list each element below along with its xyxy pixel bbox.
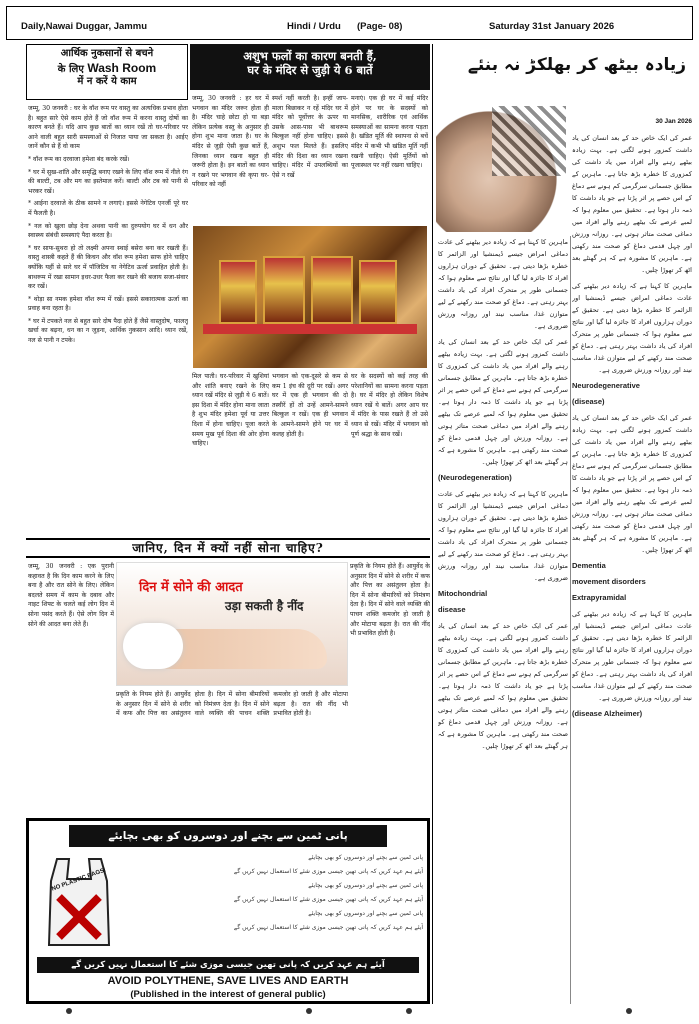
article-2-col1: जम्मू, 30 जनवरी : हर घर में भगवान का मंदिर जरूर होता ही है। मंदिर चाहे छोटा हो या बड़ा लेकिन प्रत्येक वस्तु के अनुसार ही होना शुभ माना जाता है। घर के मंदिर से जुड़ी ऐसी कुछ बातें हैं, जिनका ध्यान रखना बहुत ही जरूरी होता है। इन बातों का ध्यान न रखने पर भगवान की कृपा घर-परिवार को नहीं <box>192 95 269 189</box>
article-1-para: * घर साफ-सुथरा हो तो लक्ष्मी अपना स्थाई बसेरा बना कर रखती हैं। वास्तु शास्त्री कहते हैं की किचन और वॉश रूम हमेशा साफ होने चाहिए क्योंकि यहीं से सारे घर में पॉजिटिव या नेगेटिव ऊर्जा प्रवाहित होती है। बाथरूम में रखा सामान इधर-उधर फैला कर रखने की बजाय सजा-संवार कर रखें। <box>28 244 188 291</box>
urdu-paragraph: ماہرین کا کہنا ہے کہ زیادہ دیر بیٹھنے کی عادت دماغی امراض جیسے ڈیمنشیا اور الزائمر کا خطرہ بڑھا دیتی ہے۔ تحقیق کے دوران ہزاروں افراد کا جائزہ لیا گیا اور نتائج سے معلوم ہوا کہ جسمانی طور پر متحرک افراد کی یاد داشت بہتر رہتی ہے۔ دماغ کو صحت مند رکھنے کے لیے متوازن غذا، مناسب نیند اور روزانہ ورزش ضروری ہے۔ <box>572 282 692 374</box>
article-3-col4: प्रकृति के नियम होते हैं। आयुर्वेद के अनुसार दिन में सोने से शरीर में कफ और पित्त का असंतुलन होता है। दिन में सोना बीमारियों को निमंत्रण देता है। दिन में सोने वाले व्यक्ति की पाचन शक्ति कमजोर हो जाती है और मोटापा बढ़ता है। रात की नींद भी प्रभावित होती है। <box>350 563 430 638</box>
temple-shelf <box>203 324 417 334</box>
pillow-shape <box>123 623 183 669</box>
urdu-col-left <box>438 236 568 1002</box>
deity-frame-3 <box>311 256 353 324</box>
language-label: Hindi / Urdu <box>287 21 341 32</box>
article-3-headline-box <box>26 538 430 558</box>
article-2-col2: स्पर्श नहीं करती है। इन्हीं जाप-माला बिछाकर न रहें मंदिर घर में मंदिर को पूर्वोत्तर के ऊपर या उसके आस-पास भी बाथरूम बिल्कुल नहीं होना चाहिए। इससे अशुभ फल मिलते हैं। इसलिए मंदिर की दिशा का ध्यान रखना चाहिए। मंदिर में उपलब्धियों का ऐसे न रखें <box>272 95 348 179</box>
article-3-lower-body: प्रकृति के नियम होते हैं। आयुर्वेद के अनुसार दिन में सोने से शरीर में कफ और पित्त का असंतुलन होता है। दिन में सोना बीमारियों को निमंत्रण देता है। दिन में सोने वाले व्यक्ति की पाचन शक्ति कमजोर हो जाती है और मोटापा बढ़ता है। रात की नींद भी प्रभावित होती है। <box>116 691 348 718</box>
sleep-image-caption-1: दिन में सोने की आदत <box>139 580 243 595</box>
urdu-term: Mitochondrial <box>438 589 488 598</box>
article-2-headline-line1: अशुभ फलों का कारण बनती हैं, <box>243 49 377 63</box>
urdu-term: Dementia <box>572 561 606 570</box>
urdu-paragraph: عمر کی ایک خاص حد کے بعد انسان کی یاد داشت کمزور ہونے لگتی ہے۔ بہت زیادہ بیٹھے رہنے والے افراد میں یاد داشت کی کمزوری کا خطرہ بڑھ جاتا ہے۔ ماہرین کے مطابق جسمانی سرگرمی کم ہونے سے دماغ کے اس حصے پر اثر پڑتا ہے جو یاد داشت کا ذمہ دار ہوتا ہے۔ تحقیق میں معلوم ہوا کہ لمبے عرصے تک بیٹھے رہنے والے افراد میں دماغی صحت متاثر ہوتی ہے۔ روزانہ ورزش اور چہل قدمی دماغ کو صحت مند رکھتی ہے۔ ماہرین کا مشورہ ہے کہ ہر گھنٹے بعد اٹھ کر تھوڑا چلیں۔ <box>572 134 692 274</box>
urdu-term: (Neurodegeneration) <box>438 473 512 482</box>
article-1-headline-line1: आर्थिक नुकसानों से बचने <box>60 48 154 59</box>
article-3-col1: जम्मू, 30 जनवरी : एक पुरानी कहावत है कि दिन काम करने के लिए बना है और रात सोने के लिए। लेकिन बदलते समय में काम के दबाव और नाइट शिफ्ट के चलते कई लोग दिन में सोना पसंद करते हैं। ऐसे लोग दिन में सोने की आदत बना लेते हैं। <box>28 563 114 628</box>
article-1-para: जम्मू, 30 जनवरी : घर के वॉश रूम पर वास्तु का अत्यधिक प्रभाव होता है। बहुत सारे ऐसे काम होते हैं जो वॉश रूम में करना वास्तु दोषों का कारण बनते हैं। यदि आप कुछ बातों का ध्यान रखें तो घर-परिवार पर आने वाली बहुत सारी समस्याओं से निजात पाया जा सकता है। आईए जानें कौन से हैं वो काम <box>28 105 188 151</box>
plastic-bag-label: NO PLASTIC BAGS! <box>51 867 107 893</box>
urdu-paragraph: عمر کی ایک خاص حد کے بعد انسان کی یاد داشت کمزور ہونے لگتی ہے۔ بہت زیادہ بیٹھے رہنے والے افراد میں یاد داشت کی کمزوری کا خطرہ بڑھ جاتا ہے۔ ماہرین کے مطابق جسمانی سرگرمی کم ہونے سے دماغ کے اس حصے پر اثر پڑتا ہے جو یاد داشت کا ذمہ دار ہوتا ہے۔ تحقیق میں معلوم ہوا کہ لمبے عرصے تک بیٹھے رہنے والے افراد میں دماغی صحت متاثر ہوتی ہے۔ روزانہ ورزش اور چہل قدمی دماغ کو صحت مند رکھتی ہے۔ ماہرین کا مشورہ ہے کہ ہر گھنٹے بعد اٹھ کر تھوڑا چلیں۔ <box>438 338 568 466</box>
article-1-para: * घर में सुख-शांति और समृद्धि बनाए रखने के लिए वॉश रूम में नीले रंग की बाल्टी, टब और मग का इस्तेमाल करें। बाल्टी और टब को पानी से भरकर रखें। <box>28 168 188 195</box>
ad-urdu-body-line: آیئے ہم عہد کریں کہ پانی تھین جیسی موزی شئے کا استعمال نہیں کریں گے <box>233 924 423 931</box>
article-1-headline-brand: Wash Room <box>87 60 157 75</box>
article-2-headline-line2: घर के मंदिर से जुड़ी ये 6 बातें <box>247 63 373 78</box>
temple-photo <box>193 226 427 368</box>
registration-strip <box>6 1006 693 1016</box>
article-1-body <box>28 104 188 534</box>
ad-urdu-body-line: آیئے ہم عہد کریں کہ پانی تھین جیسی موزی شئے کا استعمال نہیں کریں گے <box>233 896 423 903</box>
deity-frame-2 <box>263 256 305 324</box>
plastic-bag-icon <box>37 851 121 951</box>
page-number: (Page- 08) <box>357 21 403 32</box>
deity-frame-4 <box>359 260 397 324</box>
urdu-term: Neurodegenerative <box>572 381 640 390</box>
sleep-image <box>116 562 348 686</box>
forgetful-man-image <box>436 100 568 232</box>
ad-urdu-body <box>129 853 423 949</box>
issue-date: Saturday 31st January 2026 <box>489 21 615 32</box>
ad-english-line2: (Published in the interest of general public) <box>130 989 326 1000</box>
deity-frame-1 <box>219 260 257 324</box>
urdu-paragraph: ماہرین کا کہنا ہے کہ زیادہ دیر بیٹھنے کی عادت دماغی امراض جیسے ڈیمنشیا اور الزائمر کا خطرہ بڑھا دیتی ہے۔ تحقیق کے دوران ہزاروں افراد کا جائزہ لیا گیا اور نتائج سے معلوم ہوا کہ جسمانی طور پر متحرک افراد کی یاد داشت بہتر رہتی ہے۔ دماغ کو صحت مند رکھنے کے لیے متوازن غذا، مناسب نیند اور روزانہ ورزش ضروری ہے۔ <box>438 490 568 582</box>
article-3-headline: जानिए, दिन में क्यों नहीं सोना चाहिए? <box>132 541 324 555</box>
urdu-headline-box <box>436 44 694 98</box>
urdu-term: (disease) <box>572 397 605 406</box>
column-divider <box>432 44 433 1004</box>
urdu-dateline: 30 Jan 2026 <box>655 118 692 125</box>
ad-urdu-body-line: پانی ٹمین سے بچنے اور دوسروں کو بھی بچایئے <box>308 854 423 861</box>
urdu-term: movement disorders <box>572 577 646 586</box>
paper-name: Daily,Nawai Duggar, Jammu <box>21 21 148 32</box>
urdu-term: Extrapyramidal <box>572 593 627 602</box>
urdu-term: (disease Alzheimer) <box>572 709 643 718</box>
article-2-lower-col3: घर के सदस्यों को कई तरह की परेशानियों का सामना करना पड़ता है। घर में मंदिर हो लेकिन विशेष ध्यान रखें ये बातें। अगर आप घर में मंदिर के पास रखते हैं तो उसे ध्यान से रखें। मंदिर में भगवान को पूर्ण श्रद्धा के साथ रखें। <box>351 373 428 438</box>
article-1-para: * वॉश रूम का दरवाजा हमेशा बंद करके रखें। <box>28 155 130 163</box>
urdu-col-right <box>572 132 692 1002</box>
ad-urdu-body-line: پانی ٹمین سے بچنے اور دوسروں کو بھی بچایئے <box>308 882 423 889</box>
ad-urdu-title: پانی ٹمین سے بچنے اور دوسروں کو بھی بچایئے <box>69 825 387 847</box>
article-1-para: * घर में टपकते नल से बहुत सारे दोष पैदा होते हैं जैसे वास्तुदोष, फालतू खर्चा का बढ़ना, धन का न जुड़ना, आर्थिक नुकसान आदि। ध्यान रखें, नल से पानी न टपके। <box>28 317 188 345</box>
article-1-para: * आईना दरवाजे के ठीक सामने न लगाएं। इससे नेगेटिव एनर्जी पूरे घर में फैलती है। <box>28 200 188 217</box>
ad-urdu-footer: آیئے ہم عہد کریں کہ پانی تھین جیسی موزی شئے کا استعمال نہیں کریں گے <box>37 957 419 973</box>
masthead-bar <box>6 6 693 40</box>
urdu-paragraph: ماہرین کا کہنا ہے کہ زیادہ دیر بیٹھنے کی عادت دماغی امراض جیسے ڈیمنشیا اور الزائمر کا خطرہ بڑھا دیتی ہے۔ تحقیق کے دوران ہزاروں افراد کا جائزہ لیا گیا اور نتائج سے معلوم ہوا کہ جسمانی طور پر متحرک افراد کی یاد داشت بہتر رہتی ہے۔ دماغ کو صحت مند رکھنے کے لیے متوازن غذا، مناسب نیند اور روزانہ ورزش ضروری ہے۔ <box>572 610 692 702</box>
urdu-paragraph: عمر کی ایک خاص حد کے بعد انسان کی یاد داشت کمزور ہونے لگتی ہے۔ بہت زیادہ بیٹھے رہنے والے افراد میں یاد داشت کی کمزوری کا خطرہ بڑھ جاتا ہے۔ ماہرین کے مطابق جسمانی سرگرمی کم ہونے سے دماغ کے اس حصے پر اثر پڑتا ہے جو یاد داشت کا ذمہ دار ہوتا ہے۔ تحقیق میں معلوم ہوا کہ لمبے عرصے تک بیٹھے رہنے والے افراد میں دماغی صحت متاثر ہوتی ہے۔ روزانہ ورزش اور چہل قدمی دماغ کو صحت مند رکھتی ہے۔ ماہرین کا مشورہ ہے کہ ہر گھنٹے بعد اٹھ کر تھوڑا چلیں۔ <box>572 414 692 554</box>
article-1-para: * नल को खुला छोड़ देना अथवा पानी का दुरुपयोग घर में धन और स्वास्थ्य संबंधी समस्याएं पैदा करता है। <box>28 222 188 240</box>
article-1-headline-box <box>26 44 188 100</box>
puzzle-pieces-graphic <box>492 106 566 176</box>
article-1-headline-line2: के लिए <box>57 63 84 75</box>
public-interest-ad <box>26 818 430 1004</box>
article-2-lower-col2: भगवान को एक-दूसरे से कम से कम 1 इंच की दूरी पर रखें। अगर घर में एक ही भगवान की दो तस्वीरें हों तो उन्हें आमने-सामने बिल्कुल न रखें। एक ही भगवान के आमने-सामने होने पर घर में कलह होती है। <box>272 373 348 438</box>
ad-urdu-body-line: آیئے ہم عہد کریں کہ پانی تھین جیسی موزی شئے کا استعمال نہیں کریں گے <box>233 868 423 875</box>
urdu-headline: زیادہ بیٹھ کر بھلکڑ نہ بنئے <box>467 55 686 75</box>
ad-urdu-body-line: پانی ٹمین سے بچنے اور دوسروں کو بھی بچایئے <box>308 910 423 917</box>
article-1-headline-line3: में न करें ये काम <box>77 76 137 87</box>
ad-english-line1: AVOID POLYTHENE, SAVE LIVES AND EARTH <box>107 975 349 987</box>
urdu-paragraph: عمر کی ایک خاص حد کے بعد انسان کی یاد داشت کمزور ہونے لگتی ہے۔ بہت زیادہ بیٹھے رہنے والے افراد میں یاد داشت کی کمزوری کا خطرہ بڑھ جاتا ہے۔ ماہرین کے مطابق جسمانی سرگرمی کم ہونے سے دماغ کے اس حصے پر اثر پڑتا ہے جو یاد داشت کا ذمہ دار ہوتا ہے۔ تحقیق میں معلوم ہوا کہ لمبے عرصے تک بیٹھے رہنے والے افراد میں دماغی صحت متاثر ہوتی ہے۔ روزانہ ورزش اور چہل قدمی دماغ کو صحت مند رکھتی ہے۔ ماہرین کا مشورہ ہے کہ ہر گھنٹے بعد اٹھ کر تھوڑا چلیں۔ <box>438 622 568 750</box>
article-2-lower-col1: मिल पाती। घर-परिवार में खुशियां और शांति बनाए रखने के लिए ध्यान रखें मंदिर से जुड़ी ये 6 बातें। इस दिशा में मंदिर होना माना जाता है शुभ मंदिर हमेशा पूर्व या उत्तर दिशा में होना चाहिए। पूजा करते समय मुख पूर्व दिशा की ओर होना चाहिए। <box>192 373 269 448</box>
article-1-para: * थोड़ा सा नमक हमेशा वॉश रूम में रखें। इससे सकारात्मक ऊर्जा का प्रवाह बना रहता है। <box>28 295 188 313</box>
urdu-paragraph: ماہرین کا کہنا ہے کہ زیادہ دیر بیٹھنے کی عادت دماغی امراض جیسے ڈیمنشیا اور الزائمر کا خطرہ بڑھا دیتی ہے۔ تحقیق کے دوران ہزاروں افراد کا جائزہ لیا گیا اور نتائج سے معلوم ہوا کہ جسمانی طور پر متحرک افراد کی یاد داشت بہتر رہتی ہے۔ دماغ کو صحت مند رکھنے کے لیے متوازن غذا، مناسب نیند اور روزانہ ورزش ضروری ہے۔ <box>438 238 568 330</box>
urdu-term: disease <box>438 605 466 614</box>
article-2-col3: मनाएं। एक ही घर में कई मंदिर होने पर घर के सदस्यों को मानसिक, शारीरिक एवं आर्थिक समस्याओं का सामना करना पड़ता है। खंडित मूर्ति की स्थापना से बचें मंदिर में कभी भी खंडित मूर्ति नहीं रखनी चाहिए। ऐसी मूर्तियों को पूजास्थल पर नहीं रखना चाहिए। <box>351 95 428 170</box>
article-2-headline-box <box>190 44 430 90</box>
sleep-image-caption-2: उड़ा सकती है नींद <box>225 599 304 613</box>
column-divider <box>570 236 571 1004</box>
